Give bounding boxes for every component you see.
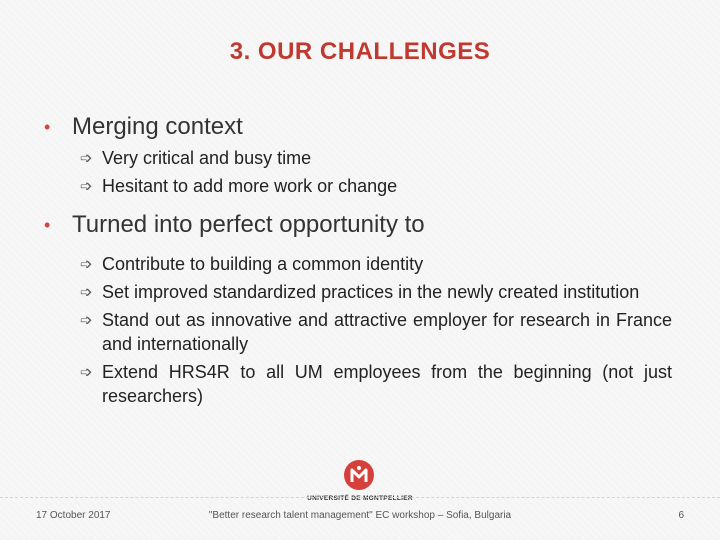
arrow-bullet-icon: ➩ xyxy=(80,149,93,167)
bullet-merging-context xyxy=(40,112,672,142)
sub-bullet-text: Hesitant to add more work or change xyxy=(102,176,398,196)
arrow-bullet-icon: ➩ xyxy=(80,363,93,381)
sub-bullet-text: Stand out as innovative and attractive employer for research in France and internationally xyxy=(102,310,672,354)
arrow-bullet-icon: ➩ xyxy=(80,311,93,329)
arrow-bullet-icon: ➩ xyxy=(80,177,93,195)
sub-bullet-text: Extend HRS4R to all UM employees from the beginning (not just researchers) xyxy=(102,362,672,406)
arrow-bullet-icon: ➩ xyxy=(80,283,93,301)
sub-bullet xyxy=(40,146,672,170)
slide-title: 3. OUR CHALLENGES xyxy=(229,38,491,65)
footer-event: "Better research talent management" EC workshop – Sofia, Bulgaria xyxy=(208,510,512,521)
bullet-heading: Turned into perfect opportunity to xyxy=(72,211,425,238)
footer-divider xyxy=(0,497,720,498)
bullet-opportunity xyxy=(40,210,672,240)
sub-bullet-text: Set improved standardized practices in the newly created institution xyxy=(102,282,640,302)
sub-bullet-text: Contribute to building a common identity xyxy=(102,254,424,274)
slide-content xyxy=(40,112,672,408)
arrow-bullet-icon: ➩ xyxy=(80,255,93,273)
sub-bullet xyxy=(40,252,672,276)
logo-text: UNIVERSITÉ DE MONTPELLIER xyxy=(307,495,413,502)
sub-bullet xyxy=(40,308,672,356)
logo-m-icon xyxy=(344,460,374,490)
bullet-heading: Merging context xyxy=(72,113,243,140)
sub-bullet xyxy=(40,174,672,198)
sub-bullet xyxy=(40,280,672,304)
logo-mark-icon xyxy=(344,460,374,490)
sub-bullet-text: Very critical and busy time xyxy=(102,148,312,168)
footer-date: 17 October 2017 xyxy=(36,510,111,521)
university-logo xyxy=(298,458,422,506)
bullet-dot-icon: • xyxy=(44,117,51,137)
bullet-dot-icon: • xyxy=(44,215,51,235)
sub-bullet xyxy=(40,360,672,408)
footer-page-number: 6 xyxy=(678,510,684,521)
